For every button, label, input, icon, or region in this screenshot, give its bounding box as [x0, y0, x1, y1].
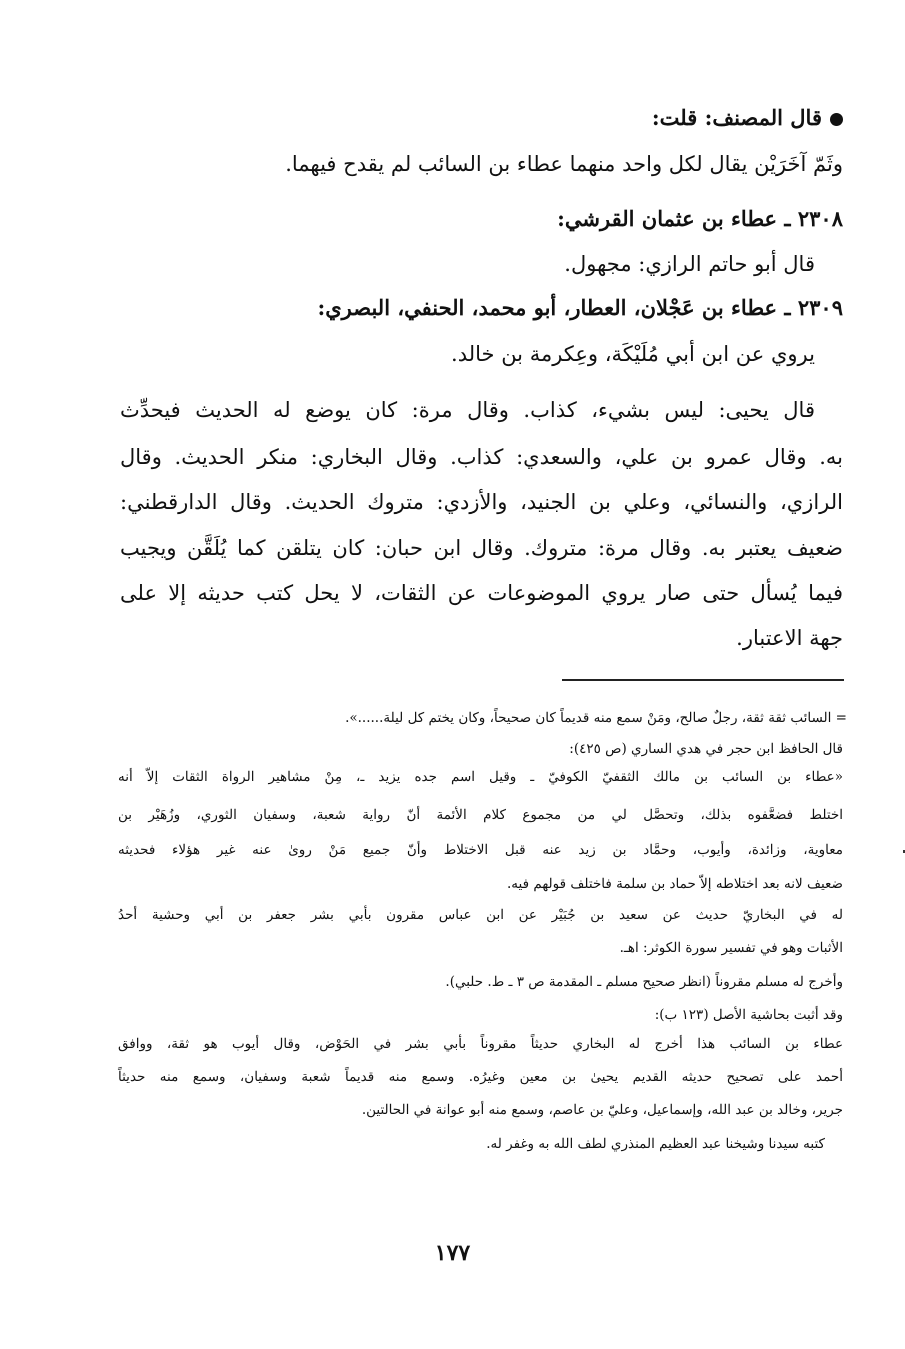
footnote-line: الأثبات وهو في تفسير سورة الكوثر: اهـ.	[619, 940, 843, 956]
footnote-line: وأخرج له مسلم مقروناً (انظر صحيح مسلم ـ المقدمة ص ٣ ـ ط. حلبي).	[445, 974, 843, 990]
footnote-line: ضعيف لانه بعد اختلاطه إلاّ حماد بن سلمة فاختلف قولهم فيه.	[506, 876, 843, 892]
footnote-line: معاوية، وزائدة، وأيوب، وحمَّاد بن زيد عنه قبل الاختلاط وأنّ جميع مَنْ روىٰ عنه غير هؤلاء فحديثه	[118, 842, 843, 858]
entry-2309-text: يروي عن ابن أبي مُلَيْكَة، وعِكرمة بن خالد.	[451, 342, 815, 366]
footnote-line: «عطاء بن السائب بن مالك الثقفيّ الكوفيّ ـ وقيل اسم جده يزيد ـ، مِنْ مشاهير الرواة الثقات إلاّ أنه	[118, 769, 843, 785]
footnote-line: وقد أثبت بحاشية الأصل (١٢٣ ب):	[654, 1007, 843, 1023]
entry-2308-title: ٢٣٠٨ ـ عطاء بن عثمان القرشي:	[557, 206, 843, 231]
footnote-divider	[562, 679, 844, 681]
paragraph-line: به. وقال عمرو بن علي، والسعدي: كذاب. وقال البخاري: منكر الحديث. وقال	[120, 445, 843, 469]
footnote-line: أحمد على تصحيح حديثه القديم يحيىٰ بن معين وغيرُه. وسمع منه قديماً شعبة وسفيان، وسمع منه حديثاً	[118, 1069, 843, 1085]
paragraph-line: الرازي، والنسائي، وعلي بن الجنيد، والأزدي: متروك الحديث. وقال الدارقطني:	[120, 490, 843, 514]
entry-2308-text: قال أبو حاتم الرازي: مجهول.	[564, 252, 815, 276]
footnote-line: جرير، وخالد بن عبد الله، وإسماعيل، وعليّ بن عاصم، وسمع منه أبو عوانة في الحالتين.	[361, 1102, 843, 1118]
bullet-icon	[830, 113, 843, 126]
paragraph-line: فيما يُسأل حتى صار يروي الموضوعات عن الثقات، لا يحل كتب حديثه إلا على	[120, 581, 843, 605]
author-note-text: وثَمّ آخَرَيْن يقال لكل واحد منهما عطاء بن السائب لم يقدح فيهما.	[285, 152, 843, 176]
author-note-heading	[652, 104, 843, 132]
footnote-line: قال الحافظ ابن حجر في هدي الساري (ص ٤٢٥):	[569, 741, 843, 757]
entry-2309-title: ٢٣٠٩ ـ عطاء بن عَجْلان، العطار، أبو محمد، الحنفي، البصري:	[317, 295, 843, 320]
footnote-line: عطاء بن السائب هذا أخرج له البخاري حديثاً مقروناً بأبي بشر في الحَوْض، وقال أيوب هو ثقة، ووافق	[118, 1036, 843, 1052]
footnote-line: كتبه سيدنا وشيخنا عبد العظيم المنذري لطف الله به وغفر له.	[486, 1136, 825, 1152]
author-note-label: قال المصنف: قلت:	[651, 105, 822, 130]
footnote-line: اختلط فضعَّفوه بذلك، وتحصَّل لي من مجموع كلام الأئمة أنّ رواية شعبة، وسفيان الثوري، وزُهَيْر بن	[118, 807, 843, 823]
footnote-line: له في البخاريّ حديث عن سعيد بن جُبَيْر عن ابن عباس مقرون بأبي بشر جعفر بن أبي وحشية أحدُ	[118, 907, 843, 923]
page-number: ١٧٧	[434, 1240, 471, 1266]
footnote-line: = السائب ثقة ثقة، رجلٌ صالح، ومَنْ سمع منه قديماً كان صحيحاً، وكان يختم كل ليلة......».	[345, 710, 847, 726]
paragraph-line: جهة الاعتبار.	[736, 626, 843, 650]
paragraph-line: ضعيف يعتبر به. وقال مرة: متروك. وقال ابن حبان: كان يتلقن كما يُلَقَّن ويجيب	[120, 536, 843, 560]
paragraph-line: قال يحيى: ليس بشيء، كذاب. وقال مرة: كان يوضع له الحديث فيحدِّث	[120, 398, 815, 422]
